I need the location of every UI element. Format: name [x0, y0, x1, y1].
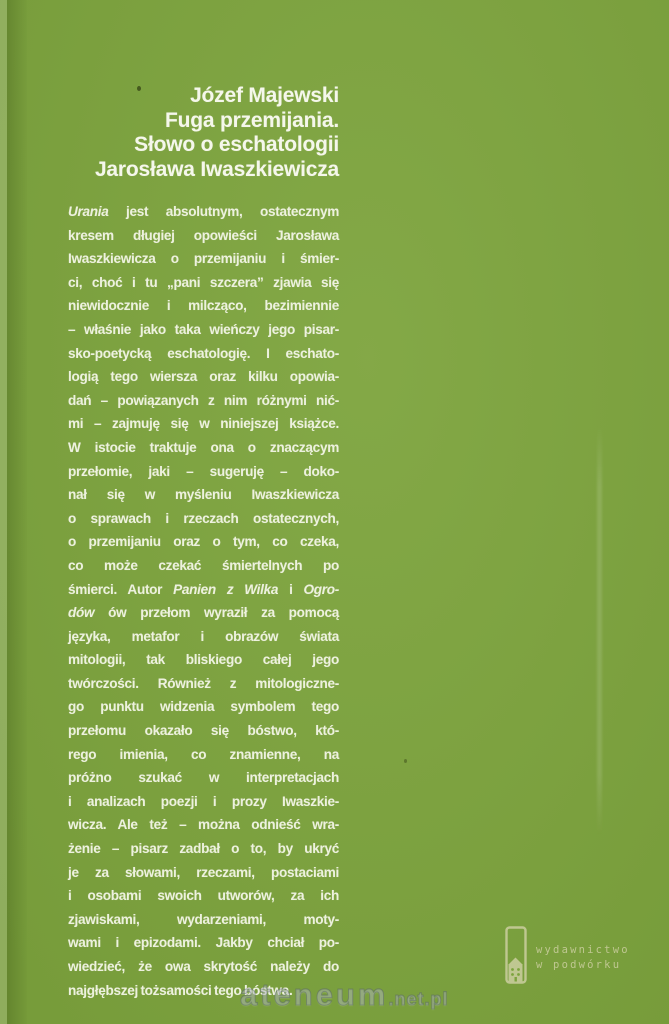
blurb-segment: je za słowami, rzeczami, postaciami — [68, 864, 339, 880]
blurb-segment: ci, choć i tu „pani szczera” zjawia się — [68, 274, 339, 290]
blurb-segment: mitologii, tak bliskiego całej jego — [68, 652, 339, 668]
blurb-line — [68, 743, 339, 767]
blurb-line — [68, 530, 339, 554]
blurb-line — [68, 813, 339, 837]
blurb-line — [68, 436, 339, 460]
blurb-line — [68, 554, 339, 578]
blurb-line — [68, 719, 339, 743]
left-edge-highlight — [0, 0, 7, 1024]
title-block — [68, 84, 339, 182]
watermark — [240, 977, 448, 1013]
blurb-line — [68, 884, 339, 908]
blurb-line — [68, 648, 339, 672]
blurb-segment: nał się w myśleniu Iwaszkiewicza — [68, 487, 339, 503]
blurb-line — [68, 318, 339, 342]
blurb-line — [68, 837, 339, 861]
blurb-segment: języka, metafor i obrazów świata — [68, 628, 339, 644]
blurb-segment: kresem długiej opowieści Jarosława — [68, 227, 339, 243]
blurb-segment: i — [278, 581, 304, 597]
blurb-italic-title: Panien z Wilka — [173, 581, 279, 597]
blurb-segment: o przemijaniu oraz o tym, co czeka, — [68, 534, 339, 550]
blurb-segment: rego imienia, co znamienne, na — [68, 746, 339, 762]
blurb-segment: zjawiskami, wydarzeniami, moty- — [68, 911, 339, 927]
blurb-italic-title: Ogro- — [303, 581, 339, 597]
blurb-segment: jest absolutnym, ostatecznym — [108, 204, 339, 219]
blurb-line — [68, 766, 339, 790]
blurb-segment: twórczości. Również z mitologiczne- — [68, 675, 339, 691]
blurb-line — [68, 578, 339, 602]
blurb-segment: wiedzieć, że owa skrytość należy do — [68, 959, 339, 974]
blurb-segment: i osobami swoich utworów, za ich — [68, 888, 339, 904]
book-subtitle-line1: Słowo o eschatologii — [134, 133, 339, 157]
blurb-segment: – właśnie jako taka wieńczy jego pisar- — [68, 321, 339, 337]
blurb-segment: dań – powiązanych z nim różnymi nić- — [68, 392, 339, 408]
blurb-line — [68, 790, 339, 814]
blurb-line — [68, 955, 339, 979]
blurb-line — [68, 365, 339, 389]
blurb-segment: wicza. Ale też – można odnieść wra- — [68, 817, 339, 833]
blurb-segment: logią tego wiersza oraz kilku opowia- — [68, 369, 339, 385]
blurb-segment: sko-poetycką eschatologię. I eschato- — [68, 345, 339, 361]
blurb-line — [68, 412, 339, 436]
blurb-segment: próżno szukać w interpretacjach — [68, 770, 339, 786]
watermark-domain: .net.pl — [388, 989, 449, 1009]
blurb-segment: mi – zajmuję się w niniejszej książce. — [68, 416, 339, 432]
blurb-line — [68, 271, 339, 295]
blurb-line — [68, 672, 339, 696]
blurb-segment: żenie – pisarz zadbał o to, by ukryć — [68, 841, 339, 857]
spine-crease-shadow — [7, 0, 27, 1024]
blurb-segment: przełomu okazało się bóstwo, któ- — [68, 723, 339, 739]
blurb-segment: przełomie, jaki – sugeruję – doko- — [68, 463, 339, 479]
blurb-segment: wami i epizodami. Jakby chciał po- — [68, 935, 339, 951]
tenement-house-icon — [505, 926, 527, 984]
blurb-italic-title: Urania — [68, 204, 109, 219]
blurb-line — [68, 483, 339, 507]
dust-speck — [404, 759, 407, 763]
blurb-line — [68, 908, 339, 932]
blurb-line — [68, 625, 339, 649]
blurb-line — [68, 294, 339, 318]
blurb-line — [68, 342, 339, 366]
blurb-line — [68, 460, 339, 484]
blurb-segment: ów przełom wyraził za pomocą — [94, 605, 339, 621]
blurb-line — [68, 507, 339, 531]
blurb-segment: co może czekać śmiertelnych po — [68, 557, 339, 573]
blurb-line — [68, 601, 339, 625]
book-subtitle-line2: Jarosława Iwaszkiewicza — [94, 157, 339, 181]
blurb-text — [68, 200, 339, 1002]
blurb-segment: o sprawach i rzeczach ostatecznych, — [68, 510, 339, 526]
blurb-line — [68, 695, 339, 719]
publisher-logo — [505, 926, 630, 984]
blurb-line — [68, 861, 339, 885]
publisher-name — [536, 943, 630, 984]
book-title: Fuga przemijania. — [165, 108, 339, 132]
blurb-italic-title: dów — [68, 605, 95, 621]
blurb-line — [68, 200, 339, 224]
blurb-segment: śmierci. Autor — [68, 581, 174, 597]
blurb-segment: najgłębszej tożsamości tego bóstwa. — [68, 982, 293, 998]
blurb-segment: go punktu widzenia symbolem tego — [68, 699, 339, 715]
blurb-segment: niewidocznie i milcząco, bezimiennie — [68, 298, 339, 314]
publisher-name-line2: w podwórku — [536, 959, 622, 971]
author-name: Józef Majewski — [190, 84, 339, 107]
blurb-line — [68, 247, 339, 271]
blurb-segment: W istocie traktuje ona o znaczącym — [68, 439, 339, 455]
blurb-line — [68, 389, 339, 413]
publisher-name-line1: wydawnictwo — [536, 944, 630, 956]
blurb-line — [68, 931, 339, 955]
watermark-name: ateneum — [240, 977, 389, 1012]
blurb-segment: Iwaszkiewicza o przemijaniu i śmier- — [68, 251, 339, 267]
blurb-segment: i analizach poezji i prozy Iwaszkie- — [68, 793, 339, 809]
right-crease-highlight — [597, 425, 602, 835]
blurb-line — [68, 224, 339, 248]
